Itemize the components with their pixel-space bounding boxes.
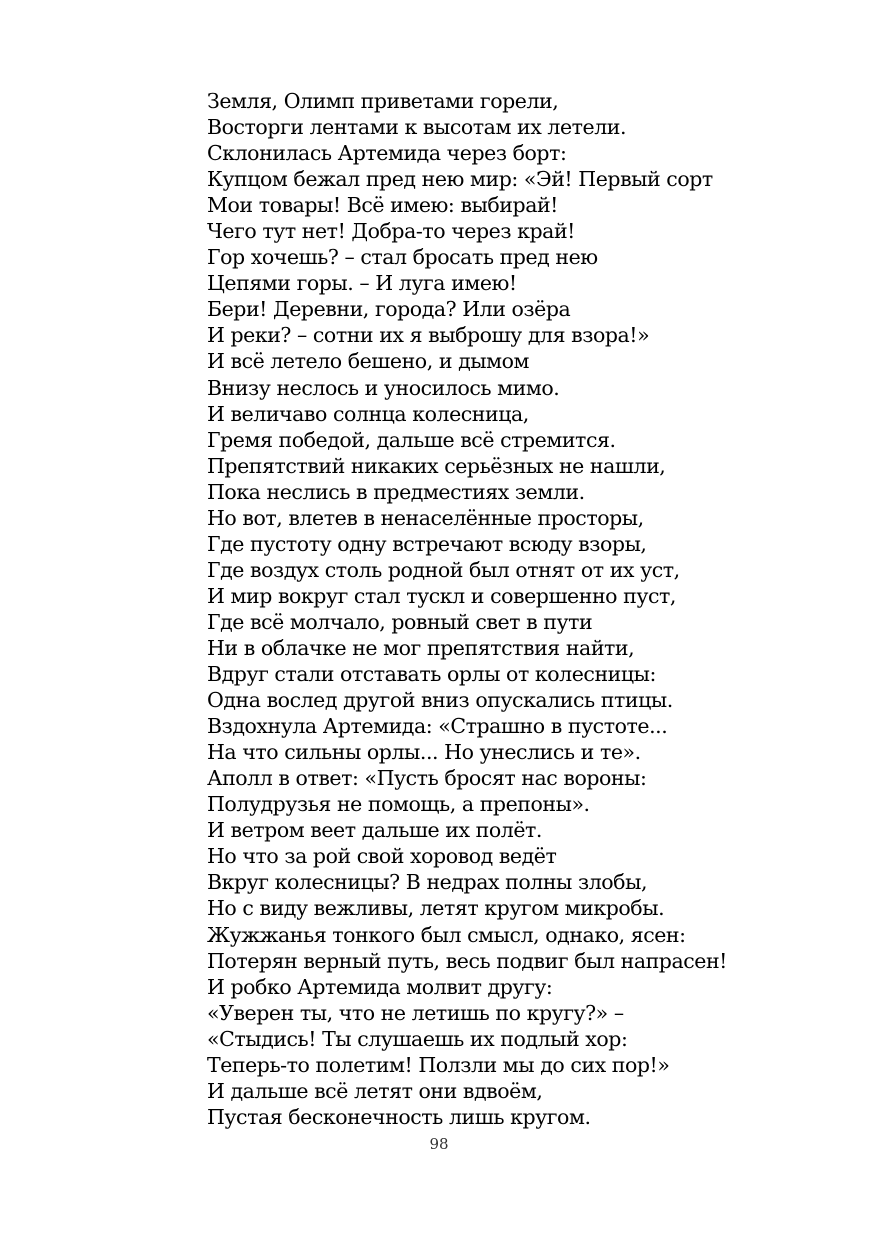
- poem-line: Пустая бесконечность лишь кругом.: [207, 1104, 591, 1129]
- poem-line: Земля, Олимп приветами горели,: [207, 89, 559, 113]
- poem-line: И реки? – сотни их я выброшу для взора!»: [207, 323, 650, 348]
- poem-line: Вдруг стали отставать орлы от колесницы:: [207, 662, 656, 687]
- poem-line: Где всё молчало, ровный свет в пути: [207, 609, 593, 634]
- poem-line: И величаво солнца колесница,: [207, 401, 529, 426]
- poem-line: Где пустоту одну встречают всюду взоры,: [207, 531, 647, 556]
- poem-line: Вкруг колесницы? В недрах полны злобы,: [207, 870, 648, 895]
- poem-line: И робко Артемида молвит другу:: [207, 974, 553, 999]
- poem-line: Гремя победой, дальше всё стремится.: [207, 427, 616, 452]
- poem-line: Ни в облачке не мог препятствия найти,: [207, 635, 635, 660]
- poem-line: Цепями горы. – И луга имею!: [207, 271, 517, 296]
- poem-line: Где воздух столь родной был отнят от их уст,: [207, 557, 680, 582]
- poem-line: И дальше всё летят они вдвоём,: [207, 1078, 543, 1103]
- poem-line: И ветром веет дальше их полёт.: [207, 818, 542, 843]
- poem-line: Одна вослед другой вниз опускались птицы.: [207, 688, 673, 713]
- poem-text: [207, 88, 827, 1130]
- poem-line: Теперь-то полетим! Ползли мы до сих пор!»: [207, 1052, 670, 1077]
- poem-line: Чего тут нет! Добра-то через край!: [207, 219, 575, 244]
- poem-line: «Уверен ты, что не летишь по кругу?» –: [207, 1000, 624, 1025]
- poem-line: Препятствий никаких серьёзных не нашли,: [207, 453, 666, 478]
- poem-line: Аполл в ответ: «Пусть бросят нас вороны:: [207, 766, 647, 791]
- poem-line: Потерян верный путь, весь подвиг был напрасен!: [207, 948, 727, 973]
- poem-line: Но что за рой свой хоровод ведёт: [207, 844, 557, 869]
- poem-line: Но вот, влетев в ненаселённые просторы,: [207, 505, 644, 530]
- page-number: 98: [429, 1135, 449, 1153]
- poem-line: И мир вокруг стал тускл и совершенно пуст,: [207, 583, 676, 608]
- poem-line: Мои товары! Всё имею: выбирай!: [207, 193, 558, 218]
- poem-line: Купцом бежал пред нею мир: «Эй! Первый сорт: [207, 167, 713, 192]
- poem-line: «Стыдись! Ты слушаешь их подлый хор:: [207, 1026, 628, 1051]
- poem-line: И всё летело бешено, и дымом: [207, 349, 530, 374]
- poem-line: Гор хочешь? – стал бросать пред нею: [207, 245, 598, 270]
- poem-line: Но с виду вежливы, летят кругом микробы.: [207, 896, 665, 921]
- poem-line: На что сильны орлы... Но унеслись и те».: [207, 740, 641, 765]
- poem-line: Жужжанья тонкого был смысл, однако, ясен:: [207, 922, 686, 947]
- poem-line: Склонилась Артемида через борт:: [207, 141, 567, 166]
- poem-line: Восторги лентами к высотам их летели.: [207, 115, 627, 140]
- poem-line: Бери! Деревни, города? Или озёра: [207, 297, 571, 322]
- poem-line: Вздохнула Артемида: «Страшно в пустоте...: [207, 714, 668, 739]
- poem-line: Полудрузья не помощь, а препоны».: [207, 792, 590, 817]
- poem-line: Внизу неслось и уносилось мимо.: [207, 375, 560, 400]
- poem-line: Пока неслись в предместиях земли.: [207, 479, 585, 504]
